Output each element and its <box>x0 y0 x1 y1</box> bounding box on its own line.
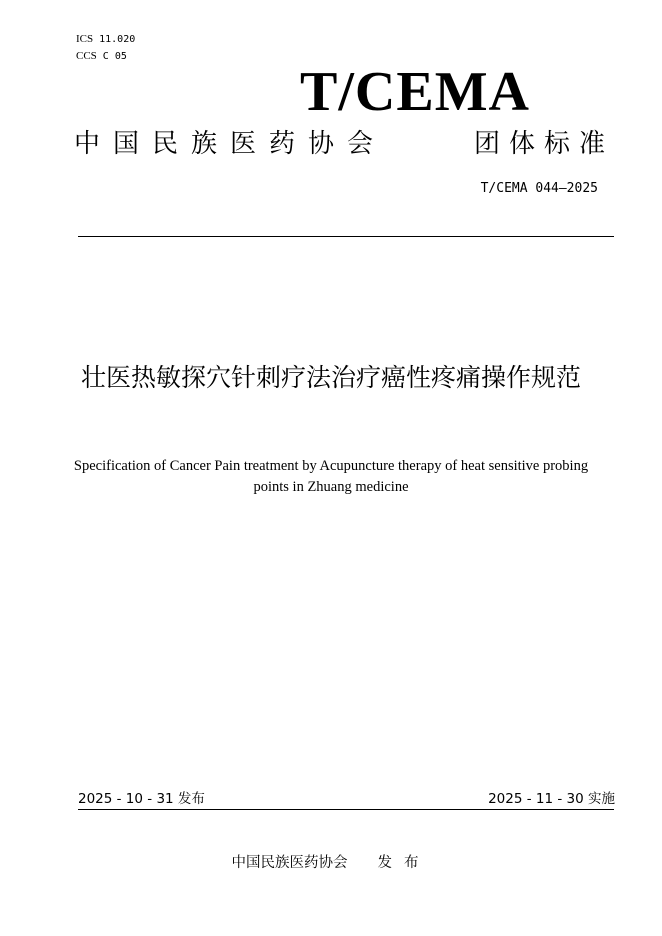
title-chinese: 壮医热敏探穴针刺疗法治疗癌性疼痛操作规范 <box>80 363 581 392</box>
bottom-divider <box>78 809 614 810</box>
ics-label: ICS <box>76 33 94 45</box>
ccs-code: C 05 <box>102 51 127 62</box>
ics-code: 11.020 <box>99 34 136 45</box>
publish-date: 2025 - 10 - 31 发布 <box>78 791 205 807</box>
standard-type: 团体标准 <box>474 129 615 159</box>
top-divider <box>78 236 614 237</box>
ics-line <box>76 31 135 48</box>
ccs-line <box>76 48 135 65</box>
classification-codes <box>76 31 135 65</box>
ccs-label: CCS <box>76 50 97 62</box>
brand-logo-text: T/CEMA <box>300 61 530 123</box>
implement-date: 2025 - 11 - 30 实施 <box>488 791 615 807</box>
publisher-name: 中国民族医药协会 <box>231 855 348 871</box>
standard-number: T/CEMA 044—2025 <box>480 181 598 196</box>
title-english: Specification of Cancer Pain treatment by Acupuncture therapy of heat sensitive probing points in Zhuang medicine <box>73 458 589 495</box>
publisher-line <box>60 853 602 873</box>
organization-name: 中国民族医药协会 <box>74 129 387 159</box>
publisher-action: 发布 <box>377 855 431 871</box>
